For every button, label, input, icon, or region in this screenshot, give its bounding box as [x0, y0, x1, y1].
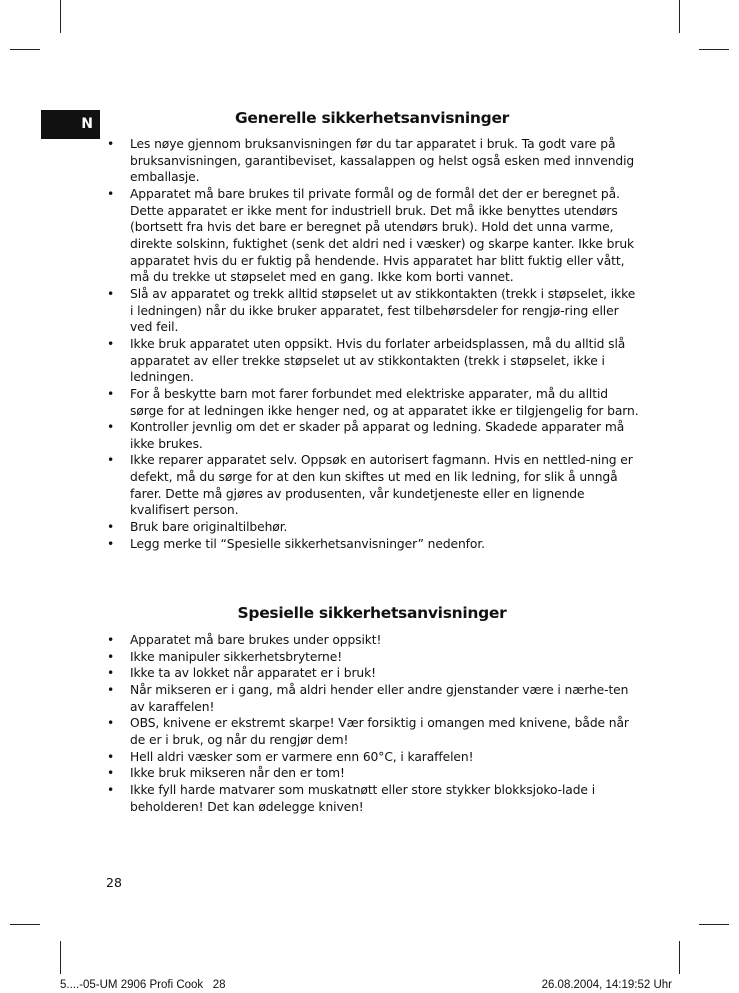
list-item: • Hell aldri væsker som er varmere enn 60°C, i karaffelen!	[105, 749, 639, 766]
list-item: • Ikke manipuler sikkerhetsbryterne!	[105, 649, 639, 666]
crop-mark	[60, 941, 61, 974]
list-item: • Ikke bruk apparatet uten oppsikt. Hvis du forlater arbeidsplassen, må du alltid slå apparatet av eller trekke støpselet ut av stikkontakten (trekk i støpselet, ikke i ledningen.	[105, 336, 639, 386]
crop-mark	[679, 941, 680, 974]
crop-mark	[10, 924, 40, 925]
list-item: • OBS, knivene er ekstremt skarpe! Vær forsiktig i omangen med knivene, både når de er i bruk, og når du rengjør dem!	[105, 715, 639, 748]
crop-mark	[699, 49, 729, 50]
print-footer-file: 5....-05-UM 2906 Profi Cook 28	[60, 979, 226, 991]
crop-mark	[699, 924, 729, 925]
list-item: • Ikke bruk mikseren når den er tom!	[105, 765, 639, 782]
list-item: • Kontroller jevnlig om det er skader på apparat og ledning. Skadede apparater må ikke brukes.	[105, 419, 639, 452]
general-safety-heading: Generelle sikkerhetsanvisninger	[234, 109, 510, 127]
list-item: • Slå av apparatet og trekk alltid støpselet ut av stikkontakten (trekk i støpselet, ikke i ledningen) når du ikke bruker apparatet, fest tilbehørsdeler for rengjø-ring eller ved feil.	[105, 286, 639, 336]
list-item: • Når mikseren er i gang, må aldri hender eller andre gjenstander være i nærhe-ten av karaffelen!	[105, 682, 639, 715]
list-item: • Les nøye gjennom bruksanvisningen før du tar apparatet i bruk. Ta godt vare på bruksanvisningen, garantibeviset, kassalappen og helst også esken med innvendig emballasje.	[105, 136, 639, 186]
list-item: • Apparatet må bare brukes under oppsikt!	[105, 632, 639, 649]
list-item: • Legg merke til “Spesielle sikkerhetsanvisninger” nedenfor.	[105, 536, 639, 553]
list-item: • Ikke reparer apparatet selv. Oppsøk en autorisert fagmann. Hvis en nettled-ning er defekt, må du sørge for at den kun skiftes ut med en lik ledning, for slik å unngå farer. Dette må gjøres av produsenten, vår kundetjeneste eller en lignende kvalifisert person.	[105, 452, 639, 519]
list-item: • Apparatet må bare brukes til private formål og de formål det der er beregnet på. Dette apparatet er ikke ment for industriell bruk. Det må ikke benyttes utendørs (bortsett fra hvis det bare er beregnet på utendørs bruk). Hold det unna varme, direkte solskinn, fuktighet (senk det aldri ned i væsker) og skarpe kanter. Ikke bruk apparatet hvis du er fuktig på hendende. Hvis apparatet har blitt fuktig eller vått, må du trekke ut støpselet med en gang. Ikke kom borti vannet.	[105, 186, 639, 286]
language-tab: N	[41, 110, 100, 139]
list-item: • For å beskytte barn mot farer forbundet med elektriske apparater, må du alltid sørge for at ledningen ikke henger ned, og at apparatet ikke er tilgjengelig for barn.	[105, 386, 639, 419]
crop-mark	[60, 0, 61, 33]
list-item: • Ikke fyll harde matvarer som muskatnøtt eller store stykker blokksjoko-lade i beholderen! Det kan ødelegge kniven!	[105, 782, 639, 815]
special-safety-list	[105, 632, 639, 815]
special-safety-heading: Spesielle sikkerhetsanvisninger	[237, 604, 507, 622]
page-number: 28	[106, 875, 122, 890]
crop-mark	[10, 49, 40, 50]
list-item: • Bruk bare originaltilbehør.	[105, 519, 639, 536]
print-footer-timestamp: 26.08.2004, 14:19:52 Uhr	[541, 979, 672, 991]
list-item: • Ikke ta av lokket når apparatet er i bruk!	[105, 665, 639, 682]
general-safety-list	[105, 136, 639, 552]
crop-mark	[679, 0, 680, 33]
